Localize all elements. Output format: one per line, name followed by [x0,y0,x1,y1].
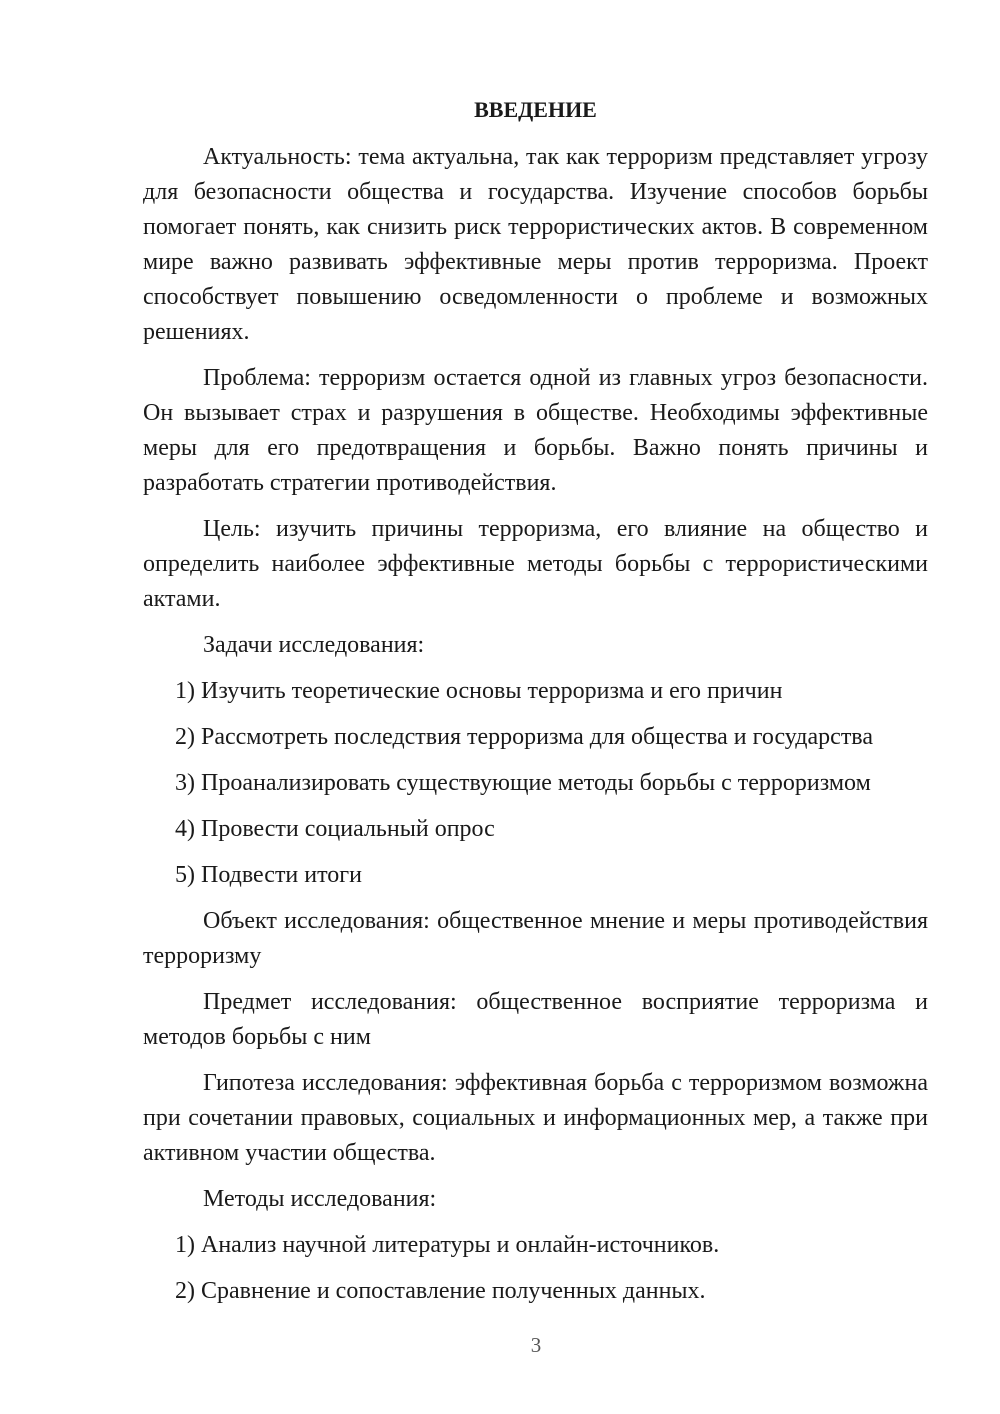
goal-paragraph: Цель: изучить причины терроризма, его влияние на общество и определить наиболее эффективные методы борьбы с террористическими актами. [143,516,928,612]
list-item: 1) Изучить теоретические основы терроризма и его причин [175,678,783,704]
list-item: 2) Сравнение и сопоставление полученных данных. [175,1278,706,1304]
list-item: 1) Анализ научной литературы и онлайн-источников. [175,1232,720,1258]
list-item: 3) Проанализировать существующие методы борьбы с терроризмом [175,770,871,796]
list-item: 4) Провести социальный опрос [175,816,495,842]
tasks-list [143,674,928,893]
methods-list [143,1228,928,1309]
subject-paragraph: Предмет исследования: общественное восприятие терроризма и методов борьбы с ним [143,989,928,1050]
methods-heading: Методы исследования: [203,1186,437,1212]
relevance-paragraph: Актуальность: тема актуальна, так как терроризм представляет угрозу для безопасности общества и государства. Изучение способов борьбы помогает понять, как снизить риск террористических актов. В современном мире важно развивать эффективные меры против терроризма. Проект способствует повышению осведомленности о проблеме и возможных решениях. [143,144,928,345]
page-number: 3 [530,1333,542,1357]
document-body [143,92,928,1320]
section-title: ВВЕДЕНИЕ [474,97,597,122]
problem-paragraph: Проблема: терроризм остается одной из главных угроз безопасности. Он вызывает страх и разрушения в обществе. Необходимы эффективные меры для его предотвращения и борьбы. Важно понять причины и разработать стратегии противодействия. [143,365,928,496]
list-item: 2) Рассмотреть последствия терроризма для общества и государства [175,724,873,750]
hypothesis-paragraph: Гипотеза исследования: эффективная борьба с терроризмом возможна при сочетании правовых, социальных и информационных мер, а также при активном участии общества. [143,1070,928,1166]
tasks-heading: Задачи исследования: [203,632,425,658]
list-item: 5) Подвести итоги [175,862,362,888]
object-paragraph: Объект исследования: общественное мнение и меры противодействия терроризму [143,908,928,969]
